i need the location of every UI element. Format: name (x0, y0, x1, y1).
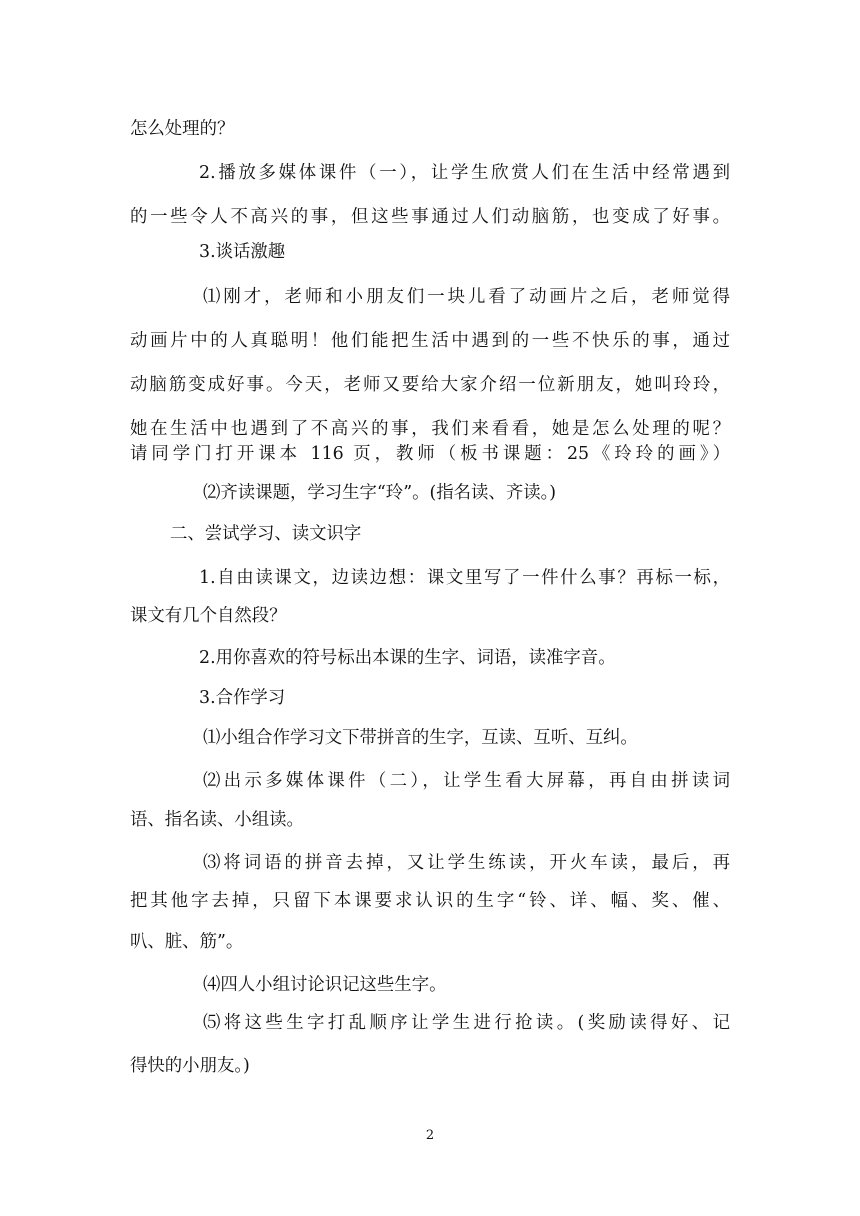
text-line: 怎么处理的？ (130, 119, 235, 139)
text-line: ⑴小组合作学习文下带拼音的生字，互读、互听、互纠。 (203, 728, 638, 748)
text-line: 语、指名读、小组读。 (130, 810, 304, 830)
text-line: 2.播放多媒体课件（一），让学生欣赏人们在生活中经常遇到 (199, 163, 730, 183)
text-line: 课文有几个自然段？ (130, 606, 287, 626)
text-line: ⑵齐读课题，学习生字“玲”。(指名读、齐读。) (203, 483, 557, 503)
text-line: ⑶将词语的拼音去掉，又让学生练读，开火车读，最后，再 (203, 853, 730, 873)
text-line: ⑸将这些生字打乱顺序让学生进行抢读。(奖励读得好、记 (203, 1013, 730, 1033)
text-line: ⑵出示多媒体课件（二），让学生看大屏幕，再自由拼读词 (203, 771, 730, 791)
text-line: ⑷四人小组讨论识记这些生字。 (203, 975, 447, 995)
text-line: 的一些令人不高兴的事，但这些事通过人们动脑筋，也变成了好事。 (130, 207, 730, 227)
text-line: 把其他字去掉，只留下本课要求认识的生字“铃、详、幅、奖、催、 (130, 891, 730, 911)
page-number: 2 (425, 1128, 435, 1143)
text-line: 动画片中的人真聪明！他们能把生活中遇到的一些不快乐的事，通过 (130, 331, 730, 351)
text-line: 1.自由读课文，边读边想：课文里写了一件什么事？再标一标， (199, 568, 730, 588)
text-line: 得快的小朋友。) (130, 1056, 250, 1076)
section-heading: 二、尝试学习、读文识字 (170, 524, 362, 544)
text-line: 她在生活中也遇到了不高兴的事，我们来看看，她是怎么处理的呢？ (130, 419, 730, 439)
text-line: 叭、脏、筋”。 (130, 932, 244, 952)
text-line: ⑴刚才，老师和小朋友们一块儿看了动画片之后，老师觉得 (203, 287, 730, 307)
text-line: 请同学门打开课本 116 页，教师（板书课题：25《玲玲的画》） (130, 444, 730, 464)
section-heading: 3.谈话激趣 (199, 242, 286, 262)
text-line: 动脑筋变成好事。今天，老师又要给大家介绍一位新朋友，她叫玲玲， (130, 375, 730, 395)
text-line: 2.用你喜欢的符号标出本课的生字、词语，读准字音。 (199, 648, 616, 668)
section-heading: 3.合作学习 (199, 688, 286, 708)
